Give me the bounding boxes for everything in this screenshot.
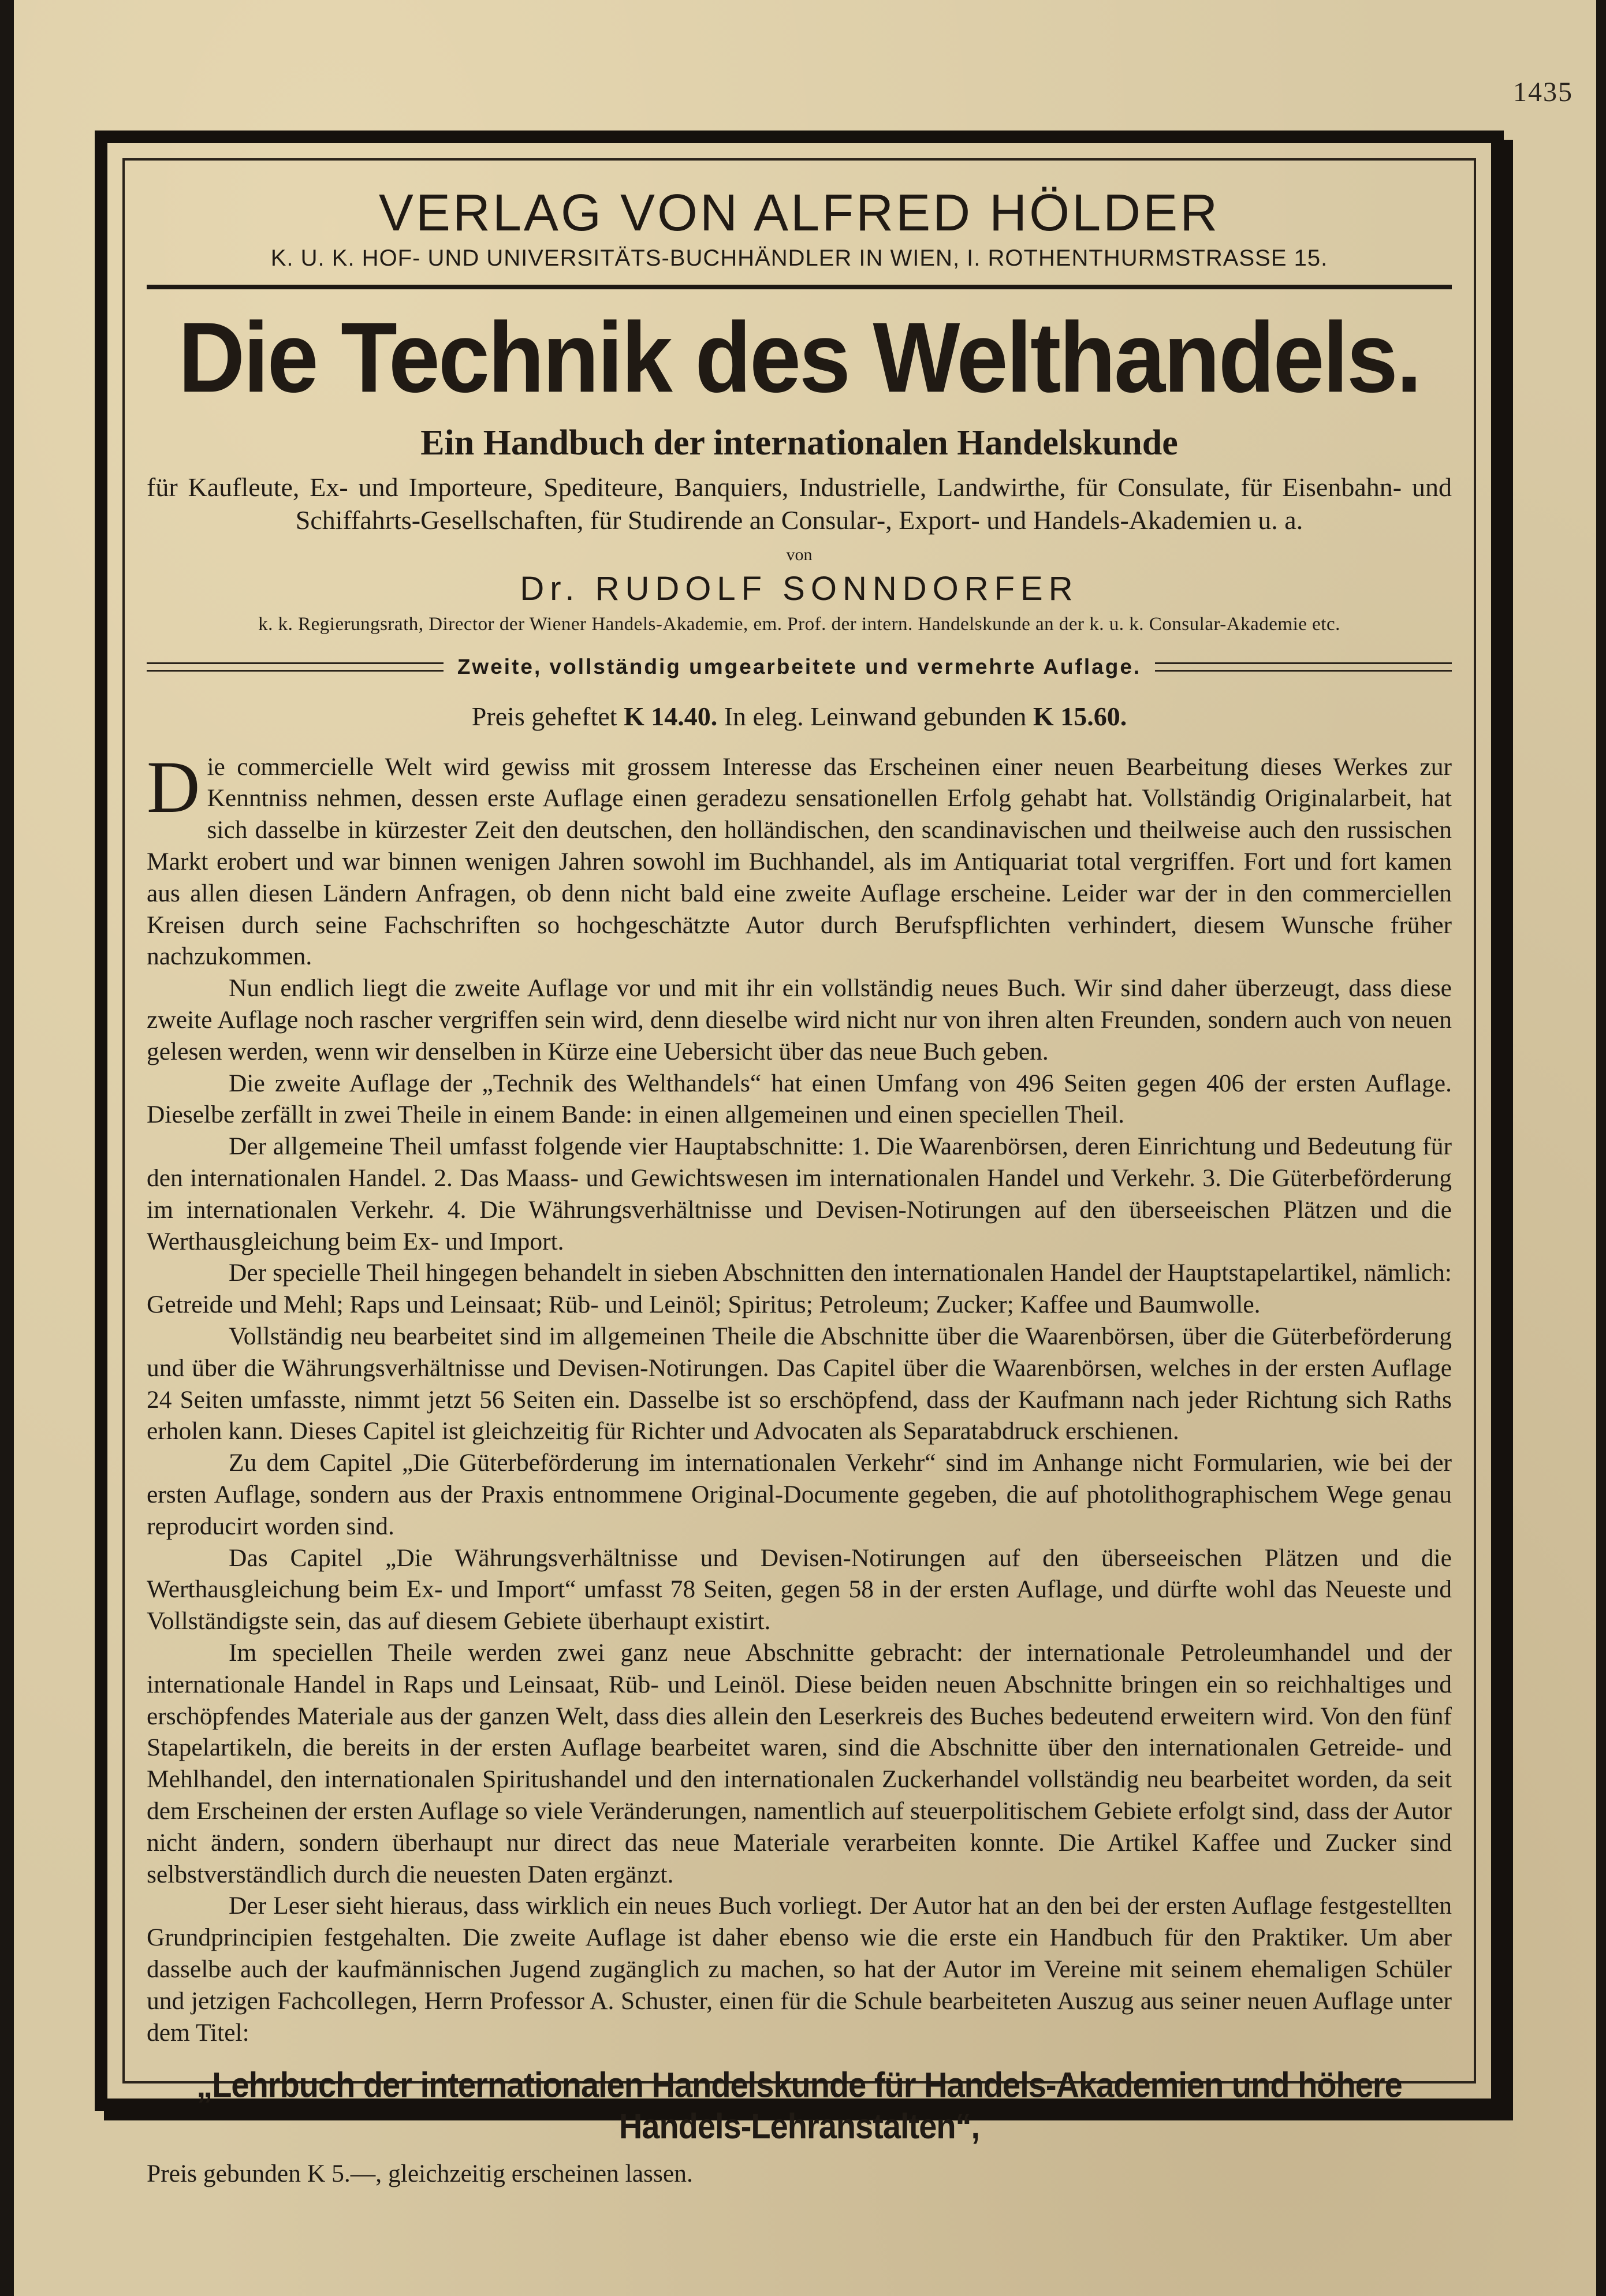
advertisement-frame	[95, 131, 1504, 2188]
price-line	[147, 701, 1452, 732]
drop-cap: D	[147, 746, 200, 828]
edition-rule-right	[1155, 662, 1452, 672]
edition-row	[147, 655, 1452, 679]
paragraph: Nun endlich liegt die zweite Auflage vor und mit ihr ein vollständig neues Buch. Wir sind daher überzeugt, dass diese zweite Auflage noch rascher vergriffen sein wird, denn dieselbe wird nicht nur von ihren alten Freunden, sondern auch von neuen gelesen werden, wenn wir denselben in Kürze eine Uebersicht über das neue Buch geben.	[147, 974, 1452, 1065]
paper-page	[14, 0, 1596, 2296]
publisher-name: VERLAG VON ALFRED HÖLDER	[378, 184, 1220, 242]
book-audience: für Kaufleute, Ex- und Importeure, Spediteure, Banquiers, Industrielle, Landwirthe, für Consulate, für Eisenbahn- und Schiffahrts-Gesellschaften, für Studirende an Consular-, Export- und Handels-Akademien u. a.	[147, 472, 1452, 535]
author-title: k. k. Regierungsrath, Director der Wiener Handels-Akademie, em. Prof. der intern. Handelskunde an der k. u. k. Consular-Akademie etc.	[258, 613, 1340, 635]
paragraph: Im speciellen Theile werden zwei ganz neue Abschnitte gebracht: der internationale Petroleumhandel und der internationale Handel in Raps und Leinsaat, Rüb- und Leinöl. Diese beiden neuen Abschnitte bringen ein so reichhaltiges und erschöpfendes Materiale aus der ganzen Welt, dass dies allein den Leserkreis des Buches bedeutend erweitern wird. Von den fünf Stapelartikeln, die bereits in der ersten Auflage bearbeitet waren, sind die Abschnitte über den internationalen Getreide- und Mehlhandel, den internationalen Spiritushandel und den internationalen Zuckerhandel vollständig neu bearbeitet worden, da seit dem Erscheinen der ersten Auflage so viele Veränderungen, namentlich auf steuerpolitischem Gebiete erfolgt sind, dass der Autor nicht ändern, sondern überhaupt nur direct das neue Materiale verarbeiten konnte. Die Artikel Kaffee und Zucker sind selbstverständlich durch die neuesten Daten ergänzt.	[147, 1639, 1452, 1888]
closing-line: Preis gebunden K 5.—, gleichzeitig erscheinen lassen.	[147, 2160, 693, 2188]
paragraph-text: ie commercielle Welt wird gewiss mit grossem Interesse das Erscheinen einer neuen Bearbeitung dieses Werkes zur Kenntniss nehmen, dessen erste Auflage einen geradezu sensationellen Erfolg gehabt hat. Vollständig Originalarbeit, hat sich dasselbe in kürzester Zeit den deutschen, den holländischen, den scandinavischen und theilweise auch den russischen Markt erobert und war binnen wenigen Jahren sowohl im Buchhandel, als im Antiquariat total vergriffen. Fort und fort kamen aus allen diesen Ländern Anfragen, ob denn nicht bald eine zweite Auflage erscheine. Leider war der in den commerciellen Kreisen durch seine Fachschriften so hochgeschätzte Autor durch Berufspflichten verhindert, diesem Wunsche früher nachzukommen.	[147, 752, 1452, 971]
price-bound: K 15.60.	[1033, 701, 1127, 731]
paragraph: Der Leser sieht hieraus, dass wirklich ein neues Buch vorliegt. Der Autor hat an den bei der ersten Auflage festgestellten Grundprincipien festgehalten. Die zweite Auflage ist daher ebenso wie die erste ein Handbuch für den Praktiker. Um aber dasselbe auch der kaufmännischen Jugend zugänglich zu machen, so hat der Autor im Vereine mit seinem ehemaligen Schüler und jetzigen Fachcollegen, Herrn Professor A. Schuster, einen für die Schule bearbeiteten Auszug aus seiner neuen Auflage unter dem Titel:	[147, 1892, 1452, 2047]
price-mid: In eleg. Leinwand gebunden	[724, 701, 1027, 731]
publisher-header	[147, 186, 1452, 271]
advertisement-content	[122, 158, 1476, 2188]
textbook-title: „Lehrbuch der internationalen Handelskunde für Handels-Akademien und höhere Handels-Lehranstalten“,	[196, 2064, 1402, 2146]
paragraph: Das Capitel „Die Währungsverhältnisse und Devisen-Notirungen auf den überseeischen Plätzen und die Werthausgleichung beim Ex- und Import“ umfasst 78 Seiten, gegen 58 in der ersten Auflage, und dürfte wohl das Neueste und Vollständigste sein, das auf diesem Gebiete überhaupt existirt.	[147, 1544, 1452, 1635]
price-stitched: K 14.40.	[623, 701, 718, 731]
body-text	[147, 746, 1452, 2049]
author-name: Dr. RUDOLF SONNDORFER	[520, 569, 1079, 607]
page-number: 1435	[1513, 77, 1573, 107]
paragraph: Vollständig neu bearbeitet sind im allgemeinen Theile die Abschnitte über die Waarenbörsen, über die Güterbeförderung und über die Währungsverhältnisse und Devisen-Notirungen. Das Capitel über die Waarenbörsen, welches in der ersten Auflage 24 Seiten umfasste, nimmt jetzt 56 Seiten ein. Dasselbe ist so erschöpfend, dass der Kaufmann nach jeder Richtung sich Raths erholen kann. Dieses Capitel ist gleichzeitig für Richter und Advocaten als Separatabdruck erschienen.	[147, 1322, 1452, 1445]
price-lead: Preis geheftet	[471, 701, 617, 731]
paragraph: Die zweite Auflage der „Technik des Welthandels“ hat einen Umfang von 496 Seiten gegen 406 der ersten Auflage. Dieselbe zerfällt in zwei Theile in einem Bande: in einen allgemeinen und einen speciellen Theil.	[147, 1069, 1452, 1129]
by-label: von	[786, 545, 813, 564]
paragraph: Zu dem Capitel „Die Güterbeförderung im internationalen Verkehr“ sind im Anhange nicht Formularien, wie bei der ersten Auflage, sondern aus der Praxis entnommene Original-Documente gegeben, die auf photolithographischem Wege genau reproducirt worden sind.	[147, 1449, 1452, 1540]
paragraph	[147, 746, 1452, 973]
book-subtitle: Ein Handbuch der internationalen Handelskunde	[420, 423, 1178, 463]
header-rule	[147, 285, 1452, 289]
book-title: Die Technik des Welthandels.	[178, 301, 1421, 413]
publisher-address: K. U. K. HOF- UND UNIVERSITÄTS-BUCHHÄNDLER IN WIEN, I. ROTHENTHURMSTRASSE 15.	[270, 245, 1328, 271]
edition-label: Zweite, vollständig umgearbeitete und vermehrte Auflage.	[457, 654, 1142, 679]
paragraph: Der specielle Theil hingegen behandelt in sieben Abschnitten den internationalen Handel der Hauptstapelartikel, nämlich: Getreide und Mehl; Raps und Leinsaat; Rüb- und Leinöl; Spiritus; Petroleum; Zucker; Kaffee und Baumwolle.	[147, 1259, 1452, 1319]
edition-rule-left	[147, 662, 444, 672]
paragraph: Der allgemeine Theil umfasst folgende vier Hauptabschnitte: 1. Die Waarenbörsen, deren Einrichtung und Bedeutung für den internationalen Handel. 2. Das Maass- und Gewichtswesen im internationalen Handel und Verkehr. 3. Die Güterbeförderung im internationalen Verkehr. 4. Die Währungsverhältnisse und Devisen-Notirungen auf den überseeischen Plätzen und die Werthausgleichung beim Ex- und Import.	[147, 1132, 1452, 1255]
